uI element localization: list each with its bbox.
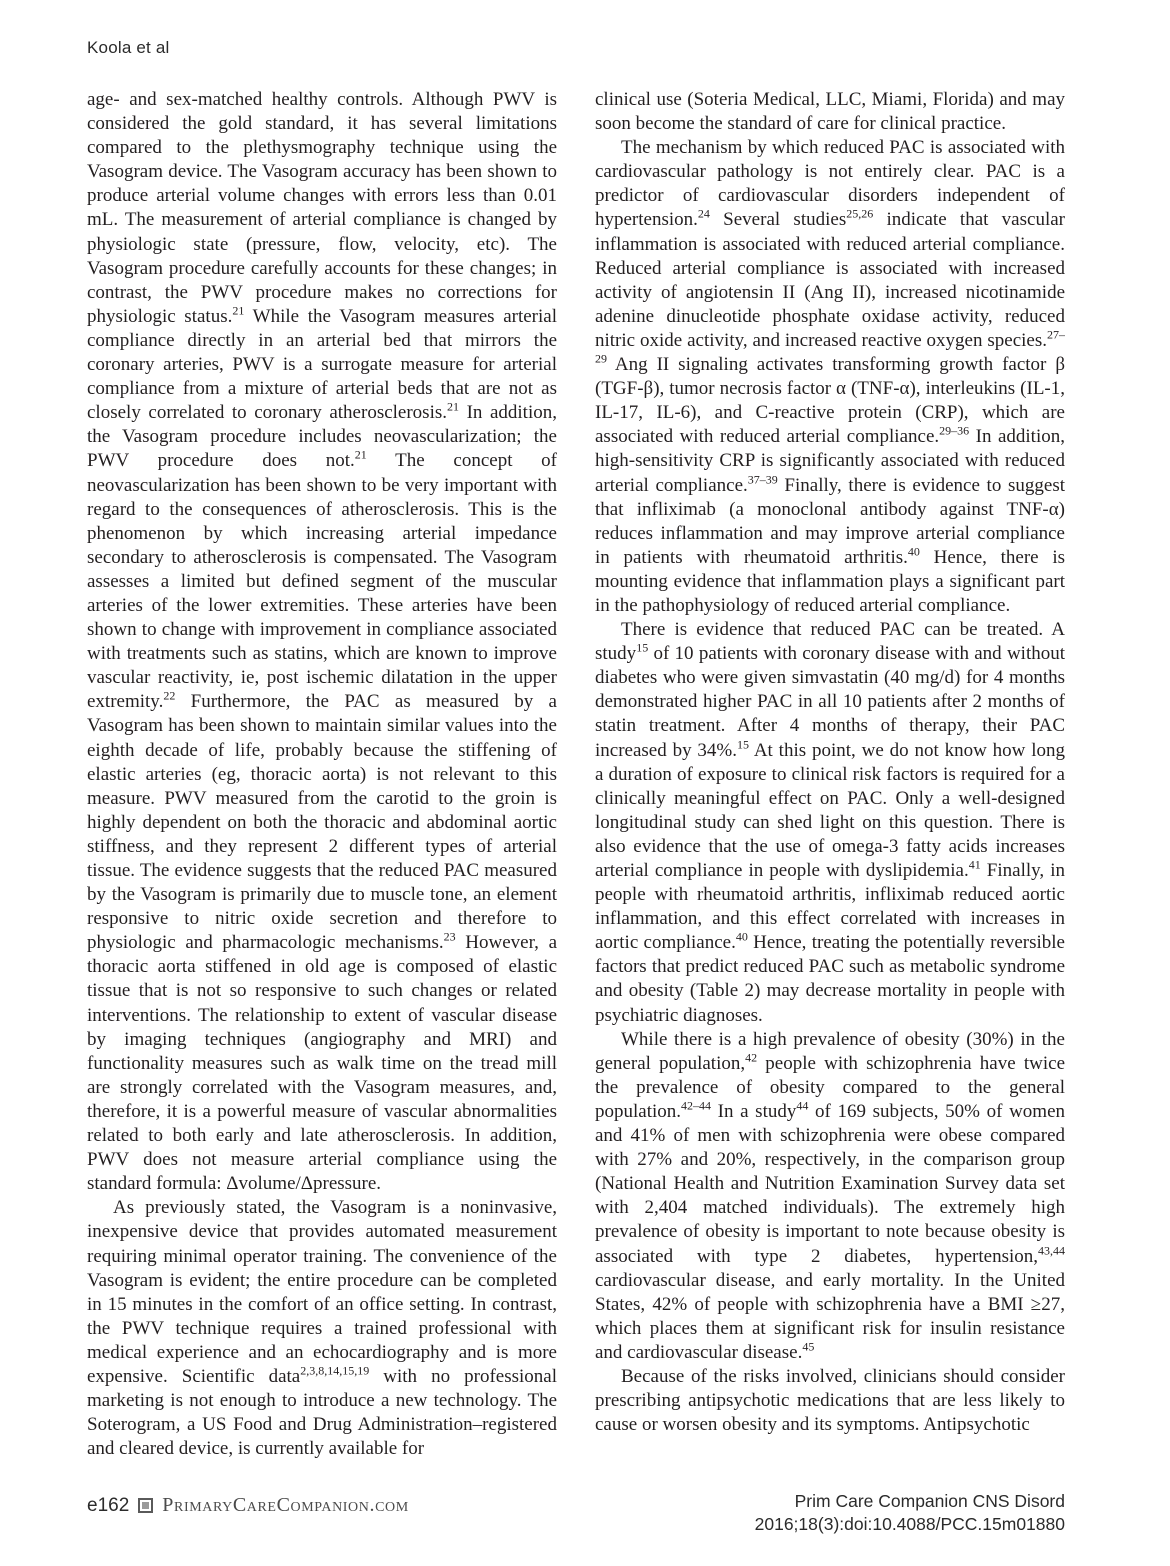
reference-superscript: 41: [968, 857, 981, 872]
paragraph: There is evidence that reduced PAC can be treated. A study$^{15}$ of 10 patients with coronary disease with and without diabetes who were given simvastatin (40 mg/d) for 4 months demonstrated higher PAC in all 10 patients after 2 months of statin treatment. After 4 months of therapy, their PAC increased by 34%.$^{15}$ At this point, we do not know how long a duration of exposure to clinical risk factors is required for a clinically meaningful effect on PAC. Only a well-designed longitudinal study can shed light on this question. There is also evidence that the use of omega-3 fatty acids increases arterial compliance in people with dyslipidemia.$^{41}$ Finally, in people with rheumatoid arthritis, infliximab reduced aortic inflammation, and this effect correlated with increases in aortic compliance.$^{40}$ Hence, treating the potentially reversible factors that predict reduced PAC such as metabolic syndrome and obesity (Table 2) may decrease mortality in people with psychiatric diagnoses.: [595, 619, 1065, 1026]
reference-superscript: 45: [802, 1339, 815, 1354]
reference-superscript: 25,26: [846, 207, 874, 222]
reference-superscript: 37–39: [747, 472, 778, 487]
reference-superscript: 21: [232, 303, 245, 318]
paragraph: age- and sex-matched healthy controls. Although PWV is considered the gold standard, it has several limitations compared to the plethysmography technique using the Vasogram device. The Vasogram accuracy has been shown to produce arterial volume changes with errors less than 0.01 mL. The measurement of arterial compliance is changed by physiologic state (pressure, flow, velocity, etc). The Vasogram procedure carefully accounts for these changes; in contrast, the PWV procedure makes no corrections for physiologic status.$^{21}$ While the Vasogram measures arterial compliance directly in an arterial bed that mirrors the coronary arteries, PWV is a surrogate measure for arterial compliance from a mixture of arterial beds that are not as closely correlated to coronary atherosclerosis.$^{21}$ In addition, the Vasogram procedure includes neovascularization; the PWV procedure does not.$^{21}$ The concept of neovascularization has been shown to be very important with regard to the consequences of atherosclerosis. This is the phenomenon by which increasing arterial impedance secondary to atherosclerosis is compensated. The Vasogram assesses a limited but defined segment of the muscular arteries of the lower extremities. These arteries have been shown to change with improvement in compliance associated with treatments such as statins, which are known to improve vascular reactivity, ie, post ischemic dilatation in the upper extremity.$^{22}$ Furthermore, the PAC as measured by a Vasogram has been shown to maintain similar values into the eighth decade of life, probably because the stiffening of elastic arteries (eg, thoracic aorta) is not relevant to this measure. PWV measured from the carotid to the groin is highly dependent on both the thoracic and abdominal aortic stiffness, and they represent 2 different types of arterial tissue. The evidence suggests that the reduced PAC measured by the Vasogram is primarily due to muscle tone, an element responsive to nitric oxide secretion and therefore to physiologic and pharmacologic mechanisms.$^{23}$ However, a thoracic aorta stiffened in old age is composed of elastic tissue that is not so responsive to such changes or related interventions. The relationship to extent of vascular disease by imaging techniques (angiography and MRI) and functionality measures such as walk time on the tread mill are strongly correlated with the Vasogram measures, and, therefore, it is a powerful measure of vascular abnormalities related to both early and late atherosclerosis. In addition, PWV does not measure arterial compliance using the standard formula: Δvolume/Δpressure.: [87, 89, 557, 1195]
page-number: e162: [87, 1494, 130, 1516]
reference-superscript: 2,3,8,14,15,19: [300, 1363, 370, 1378]
reference-superscript: 44: [796, 1098, 809, 1113]
reference-superscript: 29–36: [939, 423, 970, 438]
reference-superscript: 24: [697, 207, 710, 222]
reference-superscript: 42–44: [681, 1098, 712, 1113]
reference-superscript: 23: [443, 929, 456, 944]
reference-superscript: 40: [735, 929, 748, 944]
page-footer: [87, 1490, 1065, 1536]
reference-superscript: 15: [636, 640, 649, 655]
journal-name: Prim Care Companion CNS Disord: [794, 1491, 1065, 1511]
paragraph: Because of the risks involved, clinicians should consider prescribing antipsychotic medications that are less likely to cause or worsen obesity and its symptoms. Antipsychotic: [595, 1365, 1065, 1436]
paragraph: The mechanism by which reduced PAC is associated with cardiovascular pathology is not entirely clear. PAC is a predictor of cardiovascular disorders independent of hypertension.$^{24}$ Several studies$^{25,26}$ indicate that vascular inflammation is associated with reduced arterial compliance. Reduced arterial compliance is associated with increased activity of angiotensin II (Ang II), increased nicotinamide adenine dinucleotide phosphate oxidase activity, reduced nitric oxide activity, and increased reactive oxygen species.$^{27-29}$ Ang II signaling activates transforming growth factor β (TGF-β), tumor necrosis factor α (TNF-α), interleukins (IL-1, IL-17, IL-6), and C-reactive protein (CRP), which are associated with reduced arterial compliance.$^{29-36}$ In addition, high-sensitivity CRP is significantly associated with reduced arterial compliance.$^{37-39}$ Finally, there is evidence to suggest that infliximab (a monoclonal antibody against TNF-α) reduces inflammation and may improve arterial compliance in patients with rheumatoid arthritis.$^{40}$ Hence, there is mounting evidence that inflammation plays a significant part in the pathophysiology of reduced arterial compliance.: [595, 137, 1065, 616]
paragraph: While there is a high prevalence of obesity (30%) in the general population,$^{42}$ people with schizophrenia have twice the prevalence of obesity compared to the general population.$^{42-44}$ In a study$^{44}$ of 169 subjects, 50% of women and 41% of men with schizophrenia were obese compared with 27% and 20%, respectively, in the comparison group (National Health and Nutrition Examination Survey data set with 2,404 matched individuals). The extremely high prevalence of obesity is important to note because obesity is associated with type 2 diabetes, hypertension,$^{43,44}$ cardiovascular disease, and early mortality. In the United States, 42% of people with schizophrenia have a BMI ≥27, which places them at significant risk for insulin resistance and cardiovascular disease.$^{45}$: [595, 1028, 1065, 1363]
left-column: [87, 88, 557, 1473]
right-column: [595, 88, 1065, 1473]
journal-website-link[interactable]: PrimaryCareCompanion.com: [162, 1494, 409, 1516]
footer-left: [87, 1494, 409, 1517]
article-body: [87, 88, 1065, 1473]
reference-superscript: 40: [907, 544, 920, 559]
paragraph: clinical use (Soteria Medical, LLC, Miami, Florida) and may soon become the standard of care for clinical practice.: [595, 89, 1065, 135]
reference-superscript: 21: [354, 448, 367, 463]
journal-square-icon: [138, 1498, 153, 1513]
reference-superscript: 22: [163, 689, 176, 704]
reference-superscript: 43,44: [1038, 1243, 1065, 1258]
reference-superscript: 42: [745, 1050, 758, 1065]
reference-superscript: 27–29: [595, 327, 1065, 366]
footer-right: [755, 1490, 1065, 1536]
reference-superscript: 21: [447, 399, 459, 414]
journal-citation-doi: 2016;18(3):doi:10.4088/PCC.15m01880: [754, 1513, 1065, 1534]
running-head: Koola et al: [87, 38, 170, 57]
paragraph: As previously stated, the Vasogram is a noninvasive, inexpensive device that provides automated measurement requiring minimal operator training. The convenience of the Vasogram is evident; the entire procedure can be completed in 15 minutes in the comfort of an office setting. In contrast, the PWV technique requires a trained professional with medical experience and an echocardiography and is more expensive. Scientific data$^{2,3,8,14,15,19}$ with no professional marketing is not enough to introduce a new technology. The Soterogram, a US Food and Drug Administration–registered and cleared device, is currently available for: [87, 1197, 557, 1460]
reference-superscript: 15: [737, 737, 750, 752]
